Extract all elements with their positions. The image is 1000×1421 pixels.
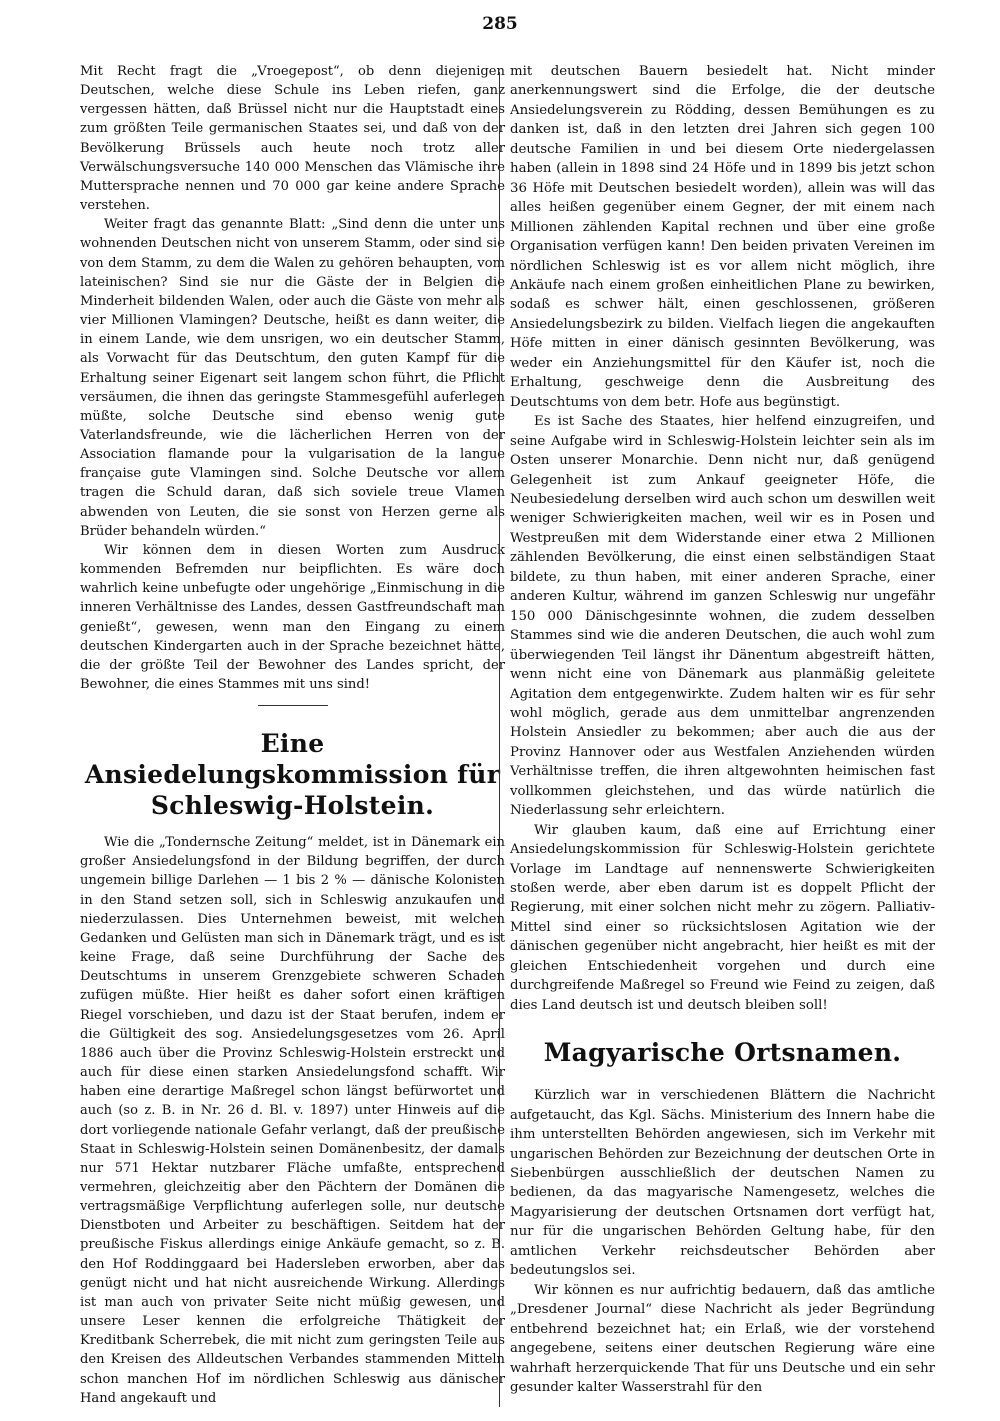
paragraph: mit deutschen Bauern besiedelt hat. Nicht minder anerkennungswert sind die Erfolge, die der deutsche Ansiedelungsverein zu Rödding, dessen Bemühungen es zu danken ist, daß in den letzten drei Jahren sich gegen 100 deutsche Familien in und bei diesem Orte niedergelassen haben (allein in 1898 sind 24 Höfe und in 1899 bis jetzt schon 36 Höfe mit Deutschen besiedelt worden), allein was will das alles heißen gegenüber einem Gegner, der mit einem nach Millionen zählenden Kapital rechnen und über eine große Organisation verfügen kann! Den beiden privaten Vereinen im nördlichen Schleswig ist es vor allem nicht möglich, ihre Ankäufe nach einem großen einheitlichen Plane zu bewirken, sodaß es schwer hält, einen geschlossenen, größeren Ansiedelungsbezirk zu bilden. Vielfach liegen die angekauften Höfe mitten in einer dänisch gesinnten Bevölkerung, was weder ein Anziehungsmittel für den Käufer ist, noch die Erhaltung, geschweige denn die Ausbreitung des Deutschtums von dem betr. Hofe aus begünstigt.	[510, 64, 935, 410]
paragraph: Weiter fragt das genannte Blatt: „Sind denn die unter uns wohnenden Deutschen nicht von unserem Stamm, oder sind sie von dem Stamm, zu dem die Walen zu gehören behaupten, vom lateinischen? Sind sie nur die Gäste der in Belgien die Minderheit bildenden Walen, oder auch die Gäste von mehr als vier Millionen Vlamingen? Deutsche, heißt es dann weiter, die in einem Lande, wie dem unsrigen, wo ein deutscher Stamm, als Vorwacht für das Deutschtum, den guten Kampf für die Erhaltung seiner Eigenart seit langem schon führt, die Pflicht versäumen, die ihnen das geringste Stammesgefühl auferlegen müßte, solche Deutsche sind ebenso wenig gute Vaterlandsfreunde, wie die lächerlichen Herren von der Association flamande pour la vulgarisation de la langue française gute Vlamingen sind. Solche Deutsche vor allem tragen die Schuld daran, daß sich soviele treue Vlamen abwenden von Leuten, die sie sonst von Herzen gerne als Brüder behandeln würden.“	[80, 217, 505, 539]
paragraph: Wir können es nur aufrichtig bedauern, daß das amtliche „Dresdener Journal“ diese Nachricht als jeder Begründung entbehrend bezeichnet hat; ein Erlaß, wie der vorstehend angegebene, seitens einer deutschen Regierung wäre eine wahrhaft herzerquickende That für uns Deutsche und ein sehr gesunder kalter Wasserstrahl für den	[510, 1282, 935, 1395]
paragraph: Es ist Sache des Staates, hier helfend einzugreifen, und seine Aufgabe wird in Schleswig-Holstein leichter sein als im Osten unserer Monarchie. Denn nicht nur, daß genügend Gelegenheit ist zum Ankauf geeigneter Höfe, die Neubesiedelung derselben wird auch schon um deswillen weit weniger Schwierigkeiten machen, weil wir es in Posen und Westpreußen mit dem Widerstande einer etwa 2 Millionen zählenden Bevölkerung, die einst einen selbständigen Staat bildete, zu thun haben, mit einer anderen Sprache, einer anderen Kultur, während im ganzen Schleswig nur ungefähr 150 000 Dänischgesinnte wohnen, die zudem desselben Stammes sind wie die anderen Deutschen, die auch wohl zum überwiegenden Teil längst ihr Dänentum abgestreift hätten, wenn nicht eine von Dänemark aus planmäßig geleitete Agitation dem entgegenwirkte. Zudem halten wir es für sehr wohl möglich, gerade aus dem unmittelbar angrenzenden Holstein Ansiedler zu bekommen; aber auch die aus der Provinz Hannover oder aus Westfalen Anziehenden würden Verhältnisse treffen, die ihren altgewohnten heimischen fast vollkommen gleichstehen, und das würde natürlich die Niederlassung sehr erleichtern.	[510, 414, 935, 819]
left-column	[80, 62, 505, 1408]
article-heading: Eine Ansiedelungskommission für Schleswig-Holstein.	[84, 729, 501, 821]
paragraph: Mit Recht fragt die „Vroegepost“, ob denn diejenigen Deutschen, welche diese Schule ins Leben riefen, ganz vergessen hätten, daß Brüssel nicht nur die Hauptstadt eines zum größten Teile germanischen Staates sei, und daß von der Bevölkerung Brüssels auch heute noch trotz aller Verwälschungsversuche 140 000 Menschen das Vlämische ihre Muttersprache nennen und 70 000 gar keine andere Sprache verstehen.	[80, 64, 505, 214]
article-heading: Magyarische Ortsnamen.	[543, 1038, 902, 1068]
paragraph: Wir glauben kaum, daß eine auf Errichtung einer Ansiedelungskommission für Schleswig-Holstein gerichtete Vorlage im Landtage auf nennenswerte Schwierigkeiten stoßen werde, aber eben darum ist es doppelt Pflicht der Regierung, mit einer solchen nicht mehr zu zögern. Palliativ-Mittel sind einer so rücksichtslosen Agitation wie der dänischen gegenüber nicht angebracht, hier heißt es mit der gleichen Entschiedenheit vorgehen und durch eine durchgreifende Maßregel so Freund wie Feind zu zeigen, daß dies Land deutsch ist und deutsch bleiben soll!	[510, 822, 935, 1013]
page-number: 285	[482, 14, 518, 34]
paragraph: Wie die „Tondernsche Zeitung“ meldet, ist in Dänemark ein großer Ansiedelungsfond in der Bildung begriffen, der durch ungemein billige Darlehen — 1 bis 2 % — dänische Kolonisten in den Stand setzen soll, sich in Schleswig anzukaufen und niederzulassen. Dies Unternehmen beweist, mit welchen Gedanken und Gelüsten man sich in Dänemark trägt, und es ist keine Frage, daß seine Durchführung der Sache des Deutschtums in unserem Grenzgebiete schweren Schaden zufügen müßte. Hier heißt es daher sofort einen kräftigen Riegel vorschieben, und dazu ist der Staat berufen, indem er die Gültigkeit des sog. Ansiedelungsgesetzes vom 26. April 1886 auch über die Provinz Schleswig-Holstein erstreckt und auch für diese einen starken Ansiedelungsfond schafft. Wir haben eine derartige Maßregel schon längst befürwortet und auch (so z. B. in Nr. 26 d. Bl. v. 1897) unter Hinweis auf die dort vorliegende nationale Gefahr verlangt, daß der preußische Staat in Schleswig-Holstein seinen Domänenbesitz, der damals nur 571 Hektar nutzbarer Fläche umfaßte, entsprechend vermehren, gleichzeitig aber den Pächtern der Domänen die vertragsmäßige Verpflichtung auferlegen solle, nur deutsche Dienstboten und Arbeiter zu beschäftigen. Seitdem hat der preußische Fiskus allerdings einige Ankäufe gemacht, so z. B. den Hof Roddinggaard bei Hadersleben erworben, aber das genügt nicht und hat nicht ausreichende Wirkung. Allerdings ist man auch von privater Seite nicht müßig gewesen, und unsere Leser kennen die erfolgreiche Thätigkeit der Kreditbank Scherrebek, die mit nicht zum geringsten Teile aus den Kreisen des Alldeutschen Verbandes stammenden Mitteln schon manchen Hof im nördlichen Schleswig aus dänischer Hand angekauft und	[80, 835, 505, 1406]
column-rule	[499, 72, 500, 1407]
section-divider	[258, 705, 328, 706]
paragraph: Wir können dem in diesen Worten zum Ausdruck kommenden Befremden nur beipflichten. Es wäre doch wahrlich keine unbefugte oder ungehörige „Einmischung in die inneren Verhältnisse des Landes, dessen Gastfreundschaft man genießt“, gewesen, wenn man den Eingang zu einem deutschen Kindergarten auch in der Sprache bezeichnet hätte, die der größte Teil der Bewohner des Landes spricht, der Bewohner, die eines Stammes mit uns sind!	[80, 542, 505, 692]
right-column	[510, 62, 935, 1397]
paragraph: Kürzlich war in verschiedenen Blättern die Nachricht aufgetaucht, das Kgl. Sächs. Ministerium des Innern habe die ihm unterstellten Behörden angewiesen, sich im Verkehr mit ungarischen Behörden zur Bezeichnung der deutschen Orte in Siebenbürgen ausschließlich der deutschen Namen zu bedienen, da das magyarische Namengesetz, welches die Magyarisierung der deutschen Ortsnamen dort verfügt hat, nur für die ungarischen Behörden Geltung habe, für den amtlichen Verkehr reichsdeutscher Behörden aber bedeutungslos sei.	[510, 1088, 935, 1279]
